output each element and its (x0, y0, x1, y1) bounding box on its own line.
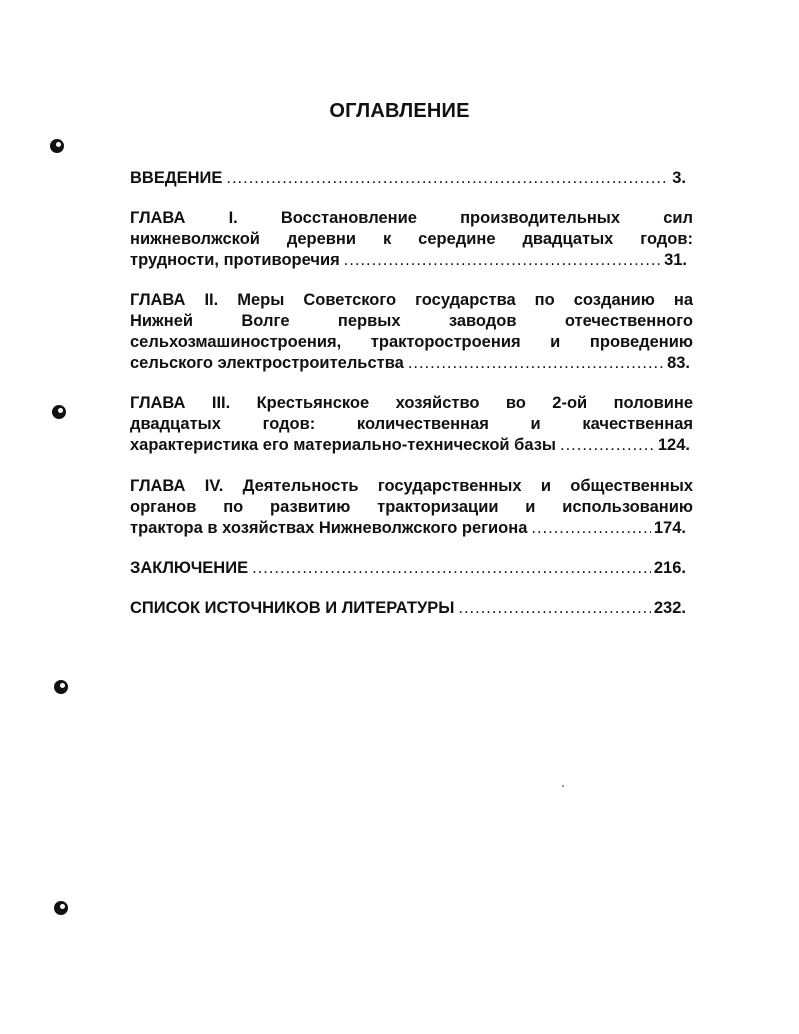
toc-entry-last-line (130, 353, 690, 374)
toc-entry-text: СПИСОК ИСТОЧНИКОВ И ЛИТЕРАТУРЫ (130, 599, 455, 617)
leader-dots (458, 598, 650, 619)
toc-entry-text: ЗАКЛЮЧЕНИЕ (130, 559, 249, 577)
toc-entry-last-line (130, 435, 690, 456)
toc-entry-introduction[interactable] (130, 168, 693, 189)
page-title: ОГЛАВЛЕНИЕ (329, 100, 470, 122)
leader-dots (408, 353, 664, 374)
toc-entry-bibliography[interactable] (130, 598, 693, 619)
punch-hole-mark (54, 901, 68, 915)
toc-entry-chapter-2[interactable] (130, 290, 693, 374)
toc-entry-last-line (130, 250, 687, 271)
toc-entry-line: ГЛАВА I. Восстановление производительных сил (130, 209, 693, 227)
toc-entry-text: трудности, противоречия (130, 251, 340, 269)
toc-entry-chapter-1[interactable] (130, 208, 693, 271)
toc-page-number: 174. (653, 519, 686, 537)
toc-page-number: 31. (664, 251, 687, 269)
toc-entry-line: Нижней Волге первых заводов отечественного (130, 312, 693, 330)
toc-entry-text: сельского электростроительства (130, 354, 404, 372)
toc-page-number: 3. (672, 169, 686, 187)
toc-entry-line: ГЛАВА IV. Деятельность государственных и общественных (130, 477, 693, 495)
leader-dots (252, 558, 651, 579)
table-of-contents (130, 168, 693, 619)
toc-entry-text: ВВЕДЕНИЕ (130, 169, 223, 187)
toc-entry-text: трактора в хозяйствах Нижневолжского региона (130, 519, 528, 537)
toc-entry-last-line (130, 518, 686, 539)
leader-dots (560, 435, 655, 456)
toc-page-number: 216. (653, 559, 686, 577)
toc-entry-chapter-4[interactable] (130, 476, 693, 539)
punch-hole-mark (54, 680, 68, 694)
toc-entry-line: ГЛАВА II. Меры Советского государства по созданию на (130, 291, 693, 309)
toc-entry-conclusion[interactable] (130, 558, 693, 579)
toc-entry-line: двадцатых годов: количественная и качественная (130, 415, 693, 433)
toc-entry-line: ГЛАВА III. Крестьянское хозяйство во 2-ой половине (130, 394, 693, 412)
scan-speck (562, 785, 564, 787)
toc-page-number: 83. (667, 354, 690, 372)
toc-entry-last-line (130, 558, 686, 579)
toc-page-number: 232. (653, 599, 686, 617)
punch-hole-mark (50, 139, 64, 153)
punch-hole-mark (52, 405, 66, 419)
toc-entry-line: нижневолжской деревни к середине двадцатых годов: (130, 230, 693, 248)
toc-page-number: 124. (657, 436, 690, 454)
leader-dots (226, 168, 669, 189)
leader-dots (531, 518, 650, 539)
leader-dots (344, 250, 661, 271)
toc-entry-last-line (130, 168, 686, 189)
toc-entry-line: органов по развитию тракторизации и использованию (130, 498, 693, 516)
toc-entry-chapter-3[interactable] (130, 393, 693, 456)
toc-entry-line: сельхозмашиностроения, тракторостроения и проведению (130, 333, 693, 351)
toc-entry-text: характеристика его материально-технической базы (130, 436, 556, 454)
toc-entry-last-line (130, 598, 686, 619)
